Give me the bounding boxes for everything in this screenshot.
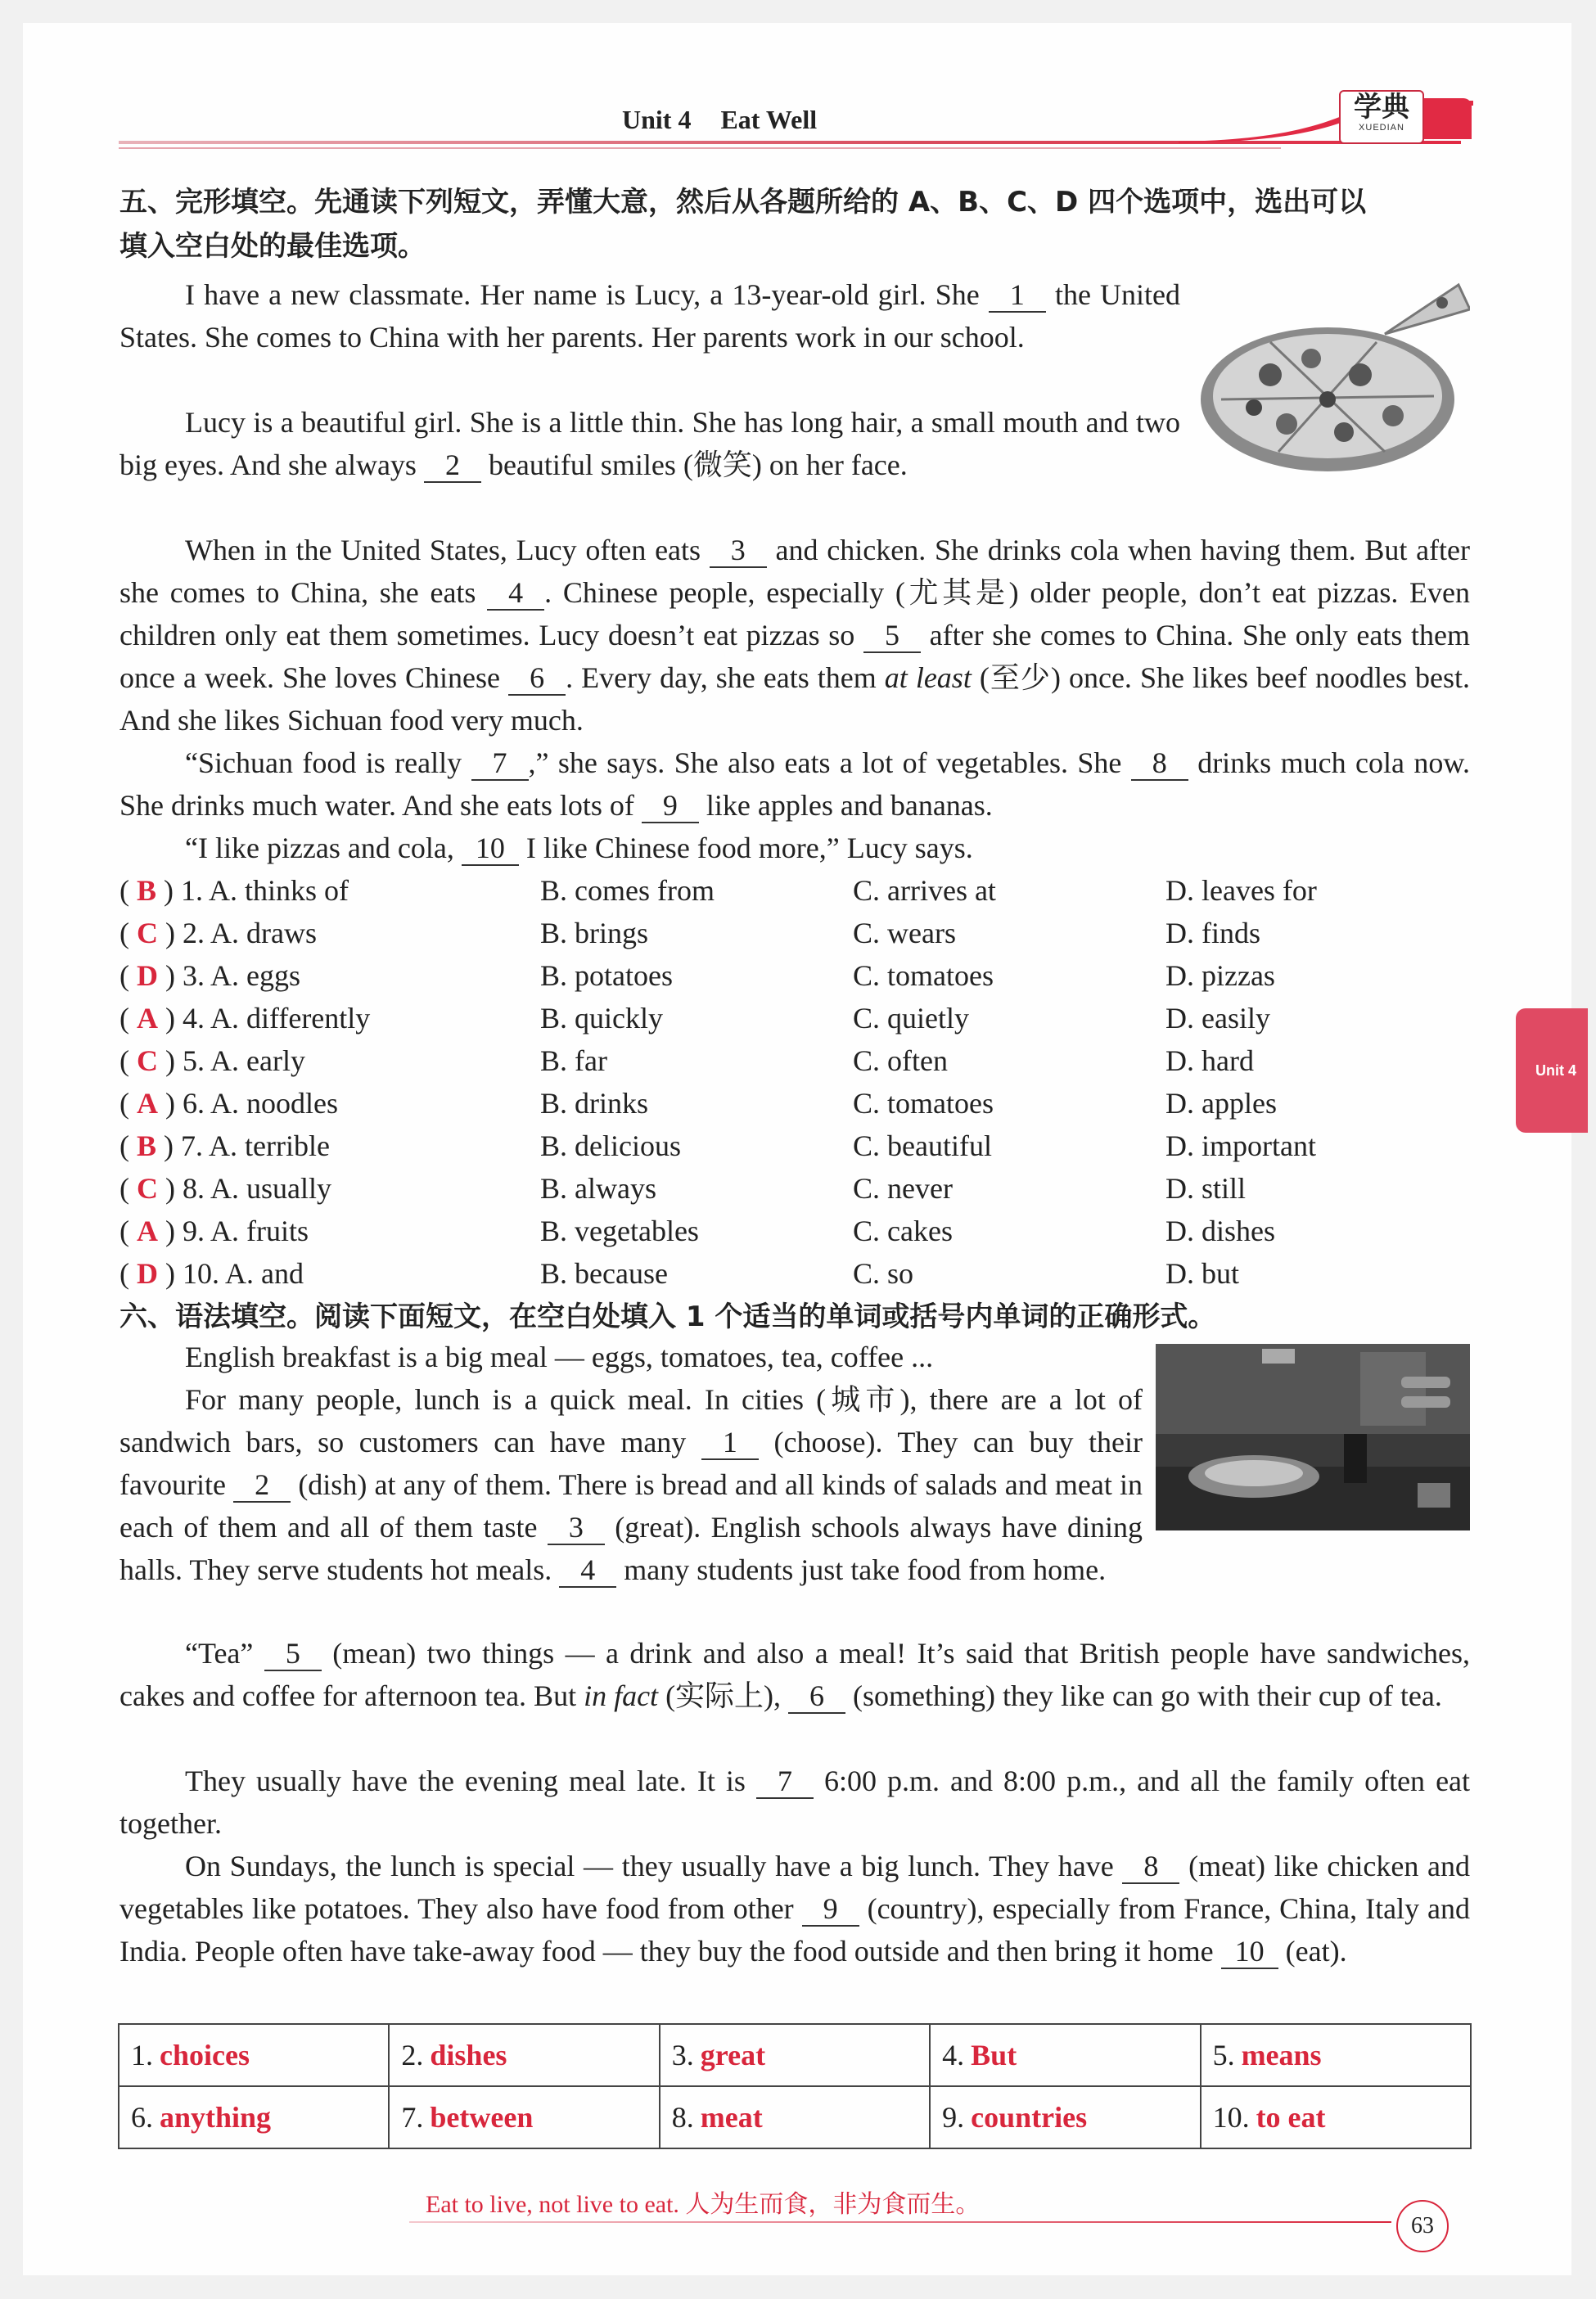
- answer-letter: C: [137, 917, 158, 949]
- grammar-paragraph-3: “Tea” 5 (mean) two things — a drink and also a meal! It’s said that British people have sandwiches, cakes and coffee for afternoon tea. But in fact (实际上), 6 (something) they like can go with their cup of tea.: [119, 1637, 1471, 1712]
- option-row: [119, 1039, 1470, 1082]
- answer-letter: D: [137, 959, 158, 992]
- answer-table: [118, 2023, 1472, 2149]
- page-number: 63: [1396, 2200, 1449, 2252]
- cloze-blank: 7: [471, 746, 529, 781]
- cloze-paragraph-3: When in the United States, Lucy often eats 3 and chicken. She drinks cola when having them. But after she comes to China, she eats 4 . Chinese people, especially (尤其是) older people, don’t eat pizzas. Even children only eat them sometimes. Lucy doesn’t eat pizzas so 5 after she comes to China. She only eats them once a week. She loves Chinese 6 . Every day, she eats them at least (至少) once. She likes beef noodles best. And she likes Sichuan food very much.: [119, 534, 1471, 737]
- option-d: D. but: [1165, 1257, 1239, 1290]
- option-d: D. still: [1165, 1172, 1247, 1205]
- option-b: B. delicious: [540, 1129, 681, 1162]
- option-c: C. tomatoes: [853, 1087, 994, 1120]
- option-row: [119, 997, 1470, 1039]
- grammar-blank: 4: [559, 1553, 616, 1588]
- cloze-paragraph-5: “I like pizzas and cola, 10 I like Chinese food more,” Lucy says.: [185, 832, 973, 864]
- grammar-paragraph-2: For many people, lunch is a quick meal. In cities (城市), there are a lot of sandwich bars, so customers can have many 1 (choose). They can buy their favourite 2 (dish) at any of them. There is bread and all kinds of salads and meat in each of them and all of them taste 3 (great). English schools always have dining halls. They serve students hot meals. 4 many students just take food from home.: [119, 1383, 1143, 1586]
- answer-cell: 7. between: [389, 2086, 659, 2148]
- option-row: [119, 1252, 1470, 1295]
- answer-cell: 10. to eat: [1201, 2086, 1471, 2148]
- answer-cell: 9. countries: [930, 2086, 1200, 2148]
- option-b: B. drinks: [540, 1087, 649, 1120]
- option-row: [119, 1210, 1470, 1252]
- answer-cell: 4. But: [930, 2024, 1200, 2086]
- option-c: C. beautiful: [853, 1129, 992, 1162]
- answer-cell: 5. means: [1201, 2024, 1471, 2086]
- option-d: D. important: [1165, 1129, 1316, 1162]
- grammar-paragraph-5: On Sundays, the lunch is special — they usually have a big lunch. They have 8 (meat) like chicken and vegetables like potatoes. They also have food from other 9 (country), especially from France, China, Italy and India. People often have take-away food — they buy the food outside and then bring it home 10 (eat).: [119, 1850, 1471, 1968]
- grammar-paragraph-4: They usually have the evening meal late. It is 7 6:00 p.m. and 8:00 p.m., and all the family often eat together.: [119, 1765, 1471, 1840]
- footer-divider: [409, 2221, 1391, 2223]
- option-d: D. pizzas: [1165, 959, 1275, 992]
- section-5-title-line1: 五、完形填空。先通读下列短文，弄懂大意，然后从各题所给的 A、B、C、D 四个选项中，选出可以: [119, 186, 1367, 219]
- grammar-blank: 3: [548, 1511, 605, 1545]
- option-row: [119, 869, 1470, 912]
- option-c: C. never: [853, 1172, 953, 1205]
- cloze-blank: 5: [863, 619, 921, 653]
- section-6-title: 六、语法填空。阅读下面短文，在空白处填入 1 个适当的单词或括号内单词的正确形式。: [119, 1301, 1216, 1333]
- cloze-blank: 3: [710, 534, 767, 568]
- answer-letter: D: [137, 1257, 158, 1290]
- option-b: B. always: [540, 1172, 656, 1205]
- option-b: B. potatoes: [540, 959, 673, 992]
- answer-cell: 8. meat: [660, 2086, 930, 2148]
- option-b: B. comes from: [540, 874, 715, 907]
- option-b: B. far: [540, 1044, 607, 1077]
- cloze-paragraph-4: “Sichuan food is really 7 ,” she says. She also eats a lot of vegetables. She 8 drinks much cola now. She drinks much water. And she eats lots of 9 like apples and bananas.: [119, 746, 1470, 822]
- question-with-answer: ( A ) 6. A. noodles: [119, 1087, 339, 1120]
- grammar-blank: 7: [756, 1765, 814, 1799]
- page-header-title: [622, 105, 817, 135]
- unit-label: Unit 4: [622, 105, 692, 134]
- option-d: D. leaves for: [1165, 874, 1317, 907]
- logo-tab-decoration: [1424, 98, 1472, 139]
- answer-letter: A: [137, 1087, 158, 1120]
- option-c: C. often: [853, 1044, 948, 1077]
- answer-letter: A: [137, 1215, 158, 1247]
- option-d: D. apples: [1165, 1087, 1277, 1120]
- answer-letter: C: [137, 1172, 158, 1205]
- answer-cell: 3. great: [660, 2024, 930, 2086]
- option-c: C. cakes: [853, 1215, 953, 1247]
- cloze-blank: 4: [487, 576, 544, 611]
- option-row: [119, 1125, 1470, 1167]
- option-row: [119, 1167, 1470, 1210]
- option-c: C. quietly: [853, 1002, 969, 1035]
- answer-letter: B: [137, 1129, 157, 1162]
- header-divider-thin: [119, 147, 1281, 149]
- cloze-paragraph-1: I have a new classmate. Her name is Lucy, a 13-year-old girl. She 1 the United States. She comes to China with her parents. Her parents work in our school.: [119, 278, 1181, 354]
- answer-cell: 1. choices: [119, 2024, 389, 2086]
- question-with-answer: ( B ) 1. A. thinks of: [119, 874, 349, 907]
- option-d: D. easily: [1165, 1002, 1270, 1035]
- xuedian-logo: 学典 XUEDIAN: [1339, 90, 1424, 144]
- grammar-paragraph-1: English breakfast is a big meal — eggs, tomatoes, tea, coffee ...: [185, 1341, 934, 1373]
- sandwich-bar-image: [1156, 1344, 1470, 1530]
- question-with-answer: ( A ) 9. A. fruits: [119, 1215, 309, 1247]
- option-b: B. vegetables: [540, 1215, 699, 1247]
- unit-side-tab: Unit 4: [1516, 1008, 1588, 1133]
- option-c: C. arrives at: [853, 874, 996, 907]
- cloze-blank: 9: [642, 789, 699, 823]
- unit-title: Eat Well: [720, 105, 818, 134]
- pizza-image: [1197, 277, 1470, 481]
- option-row: [119, 912, 1470, 954]
- question-with-answer: ( A ) 4. A. differently: [119, 1002, 371, 1035]
- footer-motto: Eat to live, not live to eat. 人为生而食，非为食而生。: [426, 2191, 981, 2218]
- grammar-blank: 2: [233, 1468, 291, 1503]
- grammar-blank: 8: [1122, 1850, 1179, 1884]
- answer-row: [119, 2086, 1471, 2148]
- grammar-blank: 10: [1221, 1935, 1278, 1969]
- option-c: C. tomatoes: [853, 959, 994, 992]
- grammar-blank: 9: [802, 1892, 859, 1927]
- question-with-answer: ( B ) 7. A. terrible: [119, 1129, 330, 1162]
- grammar-blank: 5: [264, 1637, 322, 1671]
- question-with-answer: ( C ) 8. A. usually: [119, 1172, 332, 1205]
- grammar-blank: 1: [701, 1426, 759, 1460]
- question-with-answer: ( C ) 5. A. early: [119, 1044, 305, 1077]
- answer-cell: 6. anything: [119, 2086, 389, 2148]
- cloze-blank: 10: [462, 832, 519, 866]
- option-d: D. hard: [1165, 1044, 1254, 1077]
- option-d: D. dishes: [1165, 1215, 1275, 1247]
- cloze-blank: 8: [1131, 746, 1188, 781]
- option-d: D. finds: [1165, 917, 1260, 949]
- option-b: B. brings: [540, 917, 649, 949]
- question-with-answer: ( C ) 2. A. draws: [119, 917, 317, 949]
- cloze-blank: 1: [989, 278, 1046, 313]
- cloze-blank: 6: [508, 661, 566, 696]
- grammar-blank: 6: [788, 1679, 845, 1714]
- answer-cell: 2. dishes: [389, 2024, 659, 2086]
- cloze-blank: 2: [424, 449, 481, 483]
- option-row: [119, 1082, 1470, 1125]
- question-with-answer: ( D ) 10. A. and: [119, 1257, 304, 1290]
- answer-letter: C: [137, 1044, 158, 1077]
- answer-letter: A: [137, 1002, 158, 1035]
- option-b: B. because: [540, 1257, 668, 1290]
- answer-row: [119, 2024, 1471, 2086]
- answer-letter: B: [137, 874, 157, 907]
- cloze-paragraph-2: Lucy is a beautiful girl. She is a little thin. She has long hair, a small mouth and two big eyes. And she always 2 beautiful smiles (微笑) on her face.: [119, 406, 1180, 481]
- option-row: [119, 954, 1470, 997]
- question-with-answer: ( D ) 3. A. eggs: [119, 959, 300, 992]
- section-5-title-line2: 填入空白处的最佳选项。: [119, 230, 426, 263]
- option-c: C. wears: [853, 917, 956, 949]
- option-b: B. quickly: [540, 1002, 663, 1035]
- option-c: C. so: [853, 1257, 914, 1290]
